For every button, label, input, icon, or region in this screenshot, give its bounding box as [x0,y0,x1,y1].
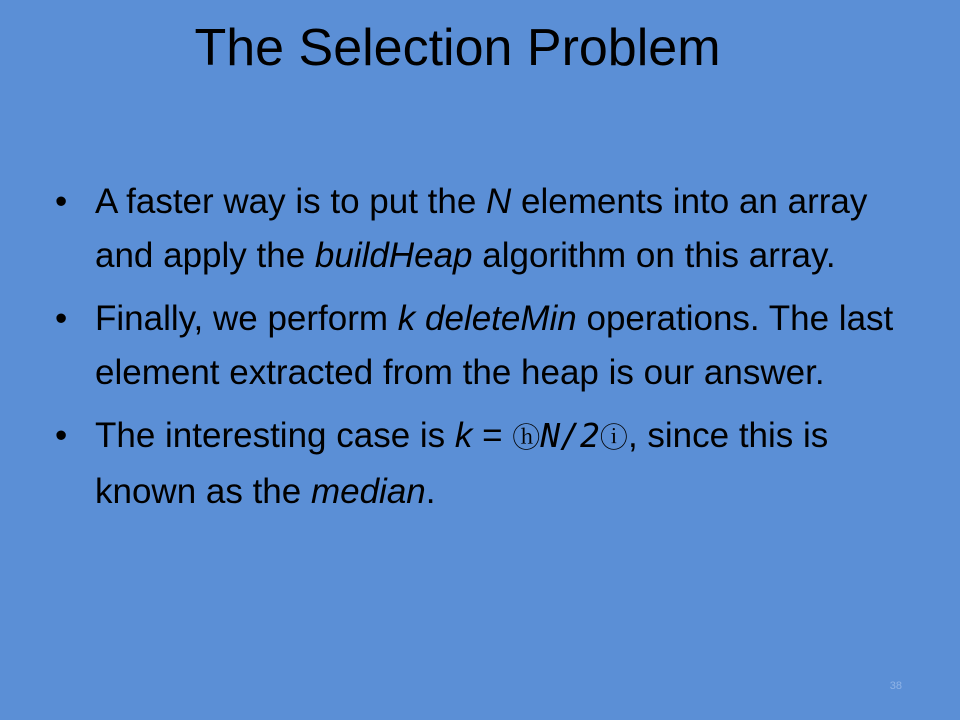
text-run [415,299,425,338]
text-run: algorithm on this array. [472,236,836,275]
slide-title: The Selection Problem [194,19,721,77]
bullet-text [95,416,828,511]
bullet-marker: • [55,416,68,455]
term-median: median [310,472,426,511]
math-expression: N/2 [540,416,600,455]
floor-left-glyph: ⓗ [512,421,541,454]
algorithm-name: buildHeap [314,236,473,275]
operation-name: deleteMin [425,299,577,338]
bullet-marker: • [55,182,68,221]
bullet-item [55,292,915,400]
text-run: elements into an array and apply the [95,182,868,275]
text-run: . [425,472,436,511]
text-run: = [472,416,513,455]
text-run: A faster way is to put the [95,182,487,221]
bullet-text [95,182,867,275]
text-run: operations. The last element extracted from the heap is our answer. [95,299,894,392]
bullet-text [95,299,893,392]
page-number: 38 [889,680,902,692]
text-run: Finally, we perform [95,299,398,338]
math-variable: N [486,182,512,221]
bullet-marker: • [55,299,68,338]
text-run: , since this is known as the [95,416,829,511]
text-run: The interesting case is [95,416,455,455]
math-variable: k [397,299,416,338]
floor-right-glyph: ⓘ [599,421,628,454]
bullet-item [55,409,915,519]
math-variable: k [454,416,473,455]
bullet-item [55,175,915,283]
bullet-list [55,175,915,528]
